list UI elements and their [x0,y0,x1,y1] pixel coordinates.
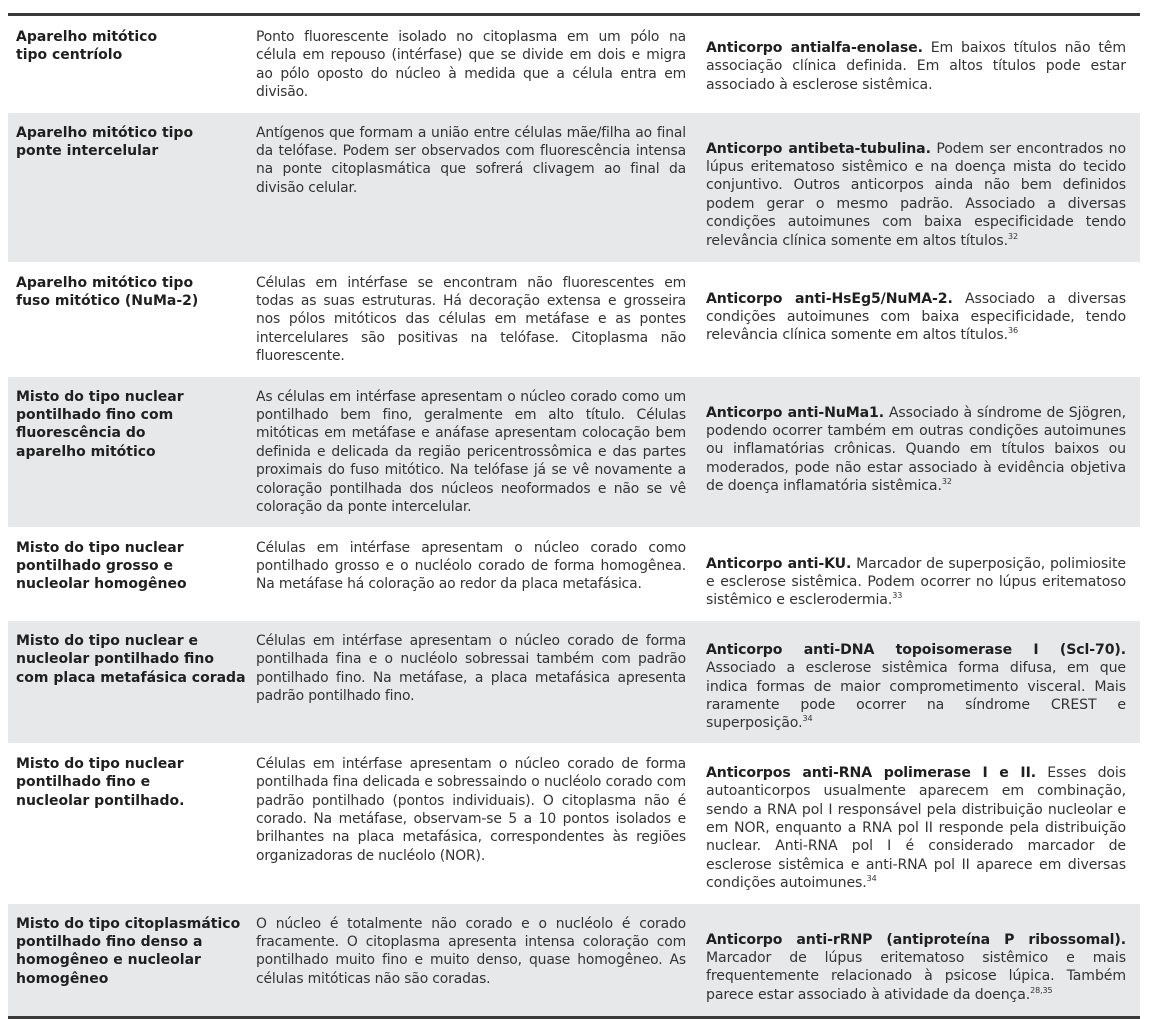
reference-number: 36 [1007,326,1018,336]
pattern-name-line: pontilhado fino e [16,774,151,791]
reference-number: 34 [866,874,877,884]
reference-number: 32 [1007,231,1018,241]
antibody-name: Anticorpo antibeta-tubulina. [706,140,931,157]
pattern-name-line: Misto do tipo nuclear [16,388,184,405]
clinical-association: Esses dois autoanticorpos usualmente aparecem em combinação, sendo a RNA pol I responsável pela distribuição nucleolar e em NOR, enquanto a RNA pol II responde pela distribuição nuclear. Anti-RNA pol I é considerado marcador de esclerose sistêmica e anti-RNA pol II aparece em diversas condições autoimunes. [706,764,1126,892]
pattern-name-line: ponte intercelular [16,143,159,160]
reference-number: 34 [802,714,813,724]
antibody-association [696,17,1140,112]
pattern-name-line: Aparelho mitótico tipo [16,124,194,141]
clinical-association: Associado a esclerose sistêmica forma difusa, em que indica formas de maior comprometimento visceral. Mais raramente pode ocorrer na síndrome CREST e superposição. [706,660,1126,732]
antibody-name: Anticorpo anti-DNA topoisomerase I (Scl-70). [706,641,1126,658]
pattern-description: Células em intérfase apresentam o núcleo corado como pontilhado grosso e o nucléolo corado de forma homogênea. Na metáfase há coloração ao redor da placa metafásica. [256,539,686,593]
clinical-association: Marcador de lúpus eritematoso sistêmico e mais frequentemente relacionado à psicose lúpica. Também parece estar associado à atividade da doença. [706,950,1126,1003]
pattern-name-line: pontilhado fino com [16,407,174,424]
antibody-name: Anticorpo anti-KU. [706,555,852,572]
antibody-association [696,744,1140,903]
table-row [8,620,1140,743]
pattern-name-line: nucleolar pontilhado. [16,792,185,809]
pattern-name-line: Aparelho mitótico tipo [16,274,194,291]
clinical-association: Associado a diversas condições autoimunes com baixa especificidade, tendo relevância clínica somente em altos títulos. [706,290,1126,344]
pattern-description: Células em intérfase apresentam o núcleo corado de forma pontilhada fina delicada e sobressaindo o nucléolo corado com padrão pontilhado (pontos individuais). O citoplasma não é corado. Na metáfase, observam-se 5 a 10 pontos isolados e brilhantes na placa metafásica, correspondentes às regiões organizadoras de nucléolo (NOR). [256,755,686,864]
table-row [8,262,1140,376]
pattern-name [8,621,256,743]
table-row [8,527,1140,620]
pattern-name-line: com placa metafásica corada [16,669,246,686]
pattern-name-line: fuso mitótico (NuMa-2) [16,293,199,310]
clinical-association: Marcador de superposição, polimiosite e esclerose sistêmica. Podem ocorrer no lúpus eritematoso sistêmico e esclerodermia. [706,555,1126,609]
antibody-name: Anticorpo anti-HsEg5/NuMA-2. [706,290,953,307]
reference-number: 32 [941,477,952,487]
antibody-name: Anticorpo antialfa-enolase. [706,40,923,56]
pattern-name-line: Misto do tipo nuclear [16,755,184,772]
antibody-association [696,377,1140,527]
table-row [8,16,1140,112]
table-row [8,743,1140,903]
reference-number: 33 [892,591,903,601]
pattern-name [8,17,256,112]
pattern-description: As células em intérfase apresentam o núcleo corado como um pontilhado bem fino, geralmente em alto título. Células mitóticas em metáfase e anáfase apresentam colocação bem definida e delicada da região pericentrossômica e das partes proximais do fuso mitótico. Na telófase já se vê novamente a coloração pontilhada dos núcleos neoformados e não se vê coloração da ponte intercelular. [256,388,686,516]
table-row [8,376,1140,527]
antibody-association [696,621,1140,743]
pattern-name-line: Misto do tipo nuclear e [16,632,199,649]
pattern-description: Células em intérfase apresentam o núcleo corado de forma pontilhada fina e o nucléolo sobressai também com padrão pontilhado fino. Na metáfase, a placa metafásica apresenta padrão pontilhado fino. [256,632,686,704]
pattern-name [8,528,256,620]
reference-number: 28,35 [1030,985,1053,995]
antibody-name: Anticorpo anti-rRNP (antiproteína P ribossomal). [706,931,1126,948]
antibody-name: Anticorpo anti-NuMa1. [706,404,884,421]
pattern-name [8,377,256,527]
pattern-name-line: Aparelho mitótico [16,29,158,45]
pattern-name-line: fluorescência do [16,425,146,442]
pattern-name-line: nucleolar homogêneo [16,576,187,593]
pattern-name-line: pontilhado grosso e [16,557,174,574]
table-row [8,112,1140,262]
clinical-association: Em baixos títulos não têm associação clínica definida. Em altos títulos pode estar associado à esclerose sistêmica. [706,40,1126,93]
pattern-name [8,904,256,1016]
pattern-name-line: aparelho mitótico [16,443,156,460]
pattern-name-line: homogêneo e nucleolar [16,952,201,969]
clinical-association: Podem ser encontrados no lúpus eritematoso sistêmico e na doença mista do tecido conjuntivo. Outros anticorpos ainda não bem definidos podem gerar o mesmo padrão. Associado a diversas condições autoimunes com baixa especificidade tendo relevância clínica somente em altos títulos. [706,140,1126,249]
pattern-name-line: homogêneo [16,970,109,987]
pattern-name [8,744,256,903]
antibody-association [696,113,1140,262]
pattern-description: Células em intérfase se encontram não fluorescentes em todas as suas estruturas. Há decoração extensa e grosseira nos pólos mitóticos das células em metáfase e as pontes intercelulares são positivas na telófase. Citoplasma não fluorescente. [256,274,686,365]
table-row [8,903,1140,1016]
pattern-name-line: pontilhado fino denso a [16,934,203,950]
antibody-name: Anticorpos anti-RNA polimerase I e II. [706,764,1036,781]
pattern-name-line: Misto do tipo nuclear [16,539,184,556]
pattern-name [8,263,256,376]
pattern-description: Antígenos que formam a união entre células mãe/filha ao final da telófase. Podem ser observados com fluorescência intensa na ponte citoplasmática que sofrerá clivagem ao final da divisão celular. [256,124,686,196]
pattern-description: O núcleo é totalmente não corado e o nucléolo é corado fracamente. O citoplasma apresenta intensa coloração com pontilhado muito fino e muito denso, quase homogêneo. As células mitóticas não são coradas. [256,915,686,987]
ana-pattern-table [8,13,1140,1019]
pattern-name-line: Misto do tipo citoplasmático [16,915,241,932]
pattern-description: Ponto fluorescente isolado no citoplasma em um pólo na célula em repouso (intérfase) que se divide em dois e migra ao pólo oposto do núcleo à medida que a célula entra em divisão. [256,29,686,101]
clinical-association: Associado à síndrome de Sjögren, podendo ocorrer também em outras condições autoimunes ou inflamatórias crônicas. Quando em títulos baixos ou moderados, pode não estar associado à evidência objetiva de doença inflamatória sistêmica. [706,404,1126,495]
antibody-association [696,263,1140,376]
pattern-name-line: tipo centríolo [16,47,123,64]
antibody-association [696,528,1140,620]
antibody-association [696,904,1140,1016]
pattern-name-line: nucleolar pontilhado fino [16,651,214,668]
pattern-name [8,113,256,262]
